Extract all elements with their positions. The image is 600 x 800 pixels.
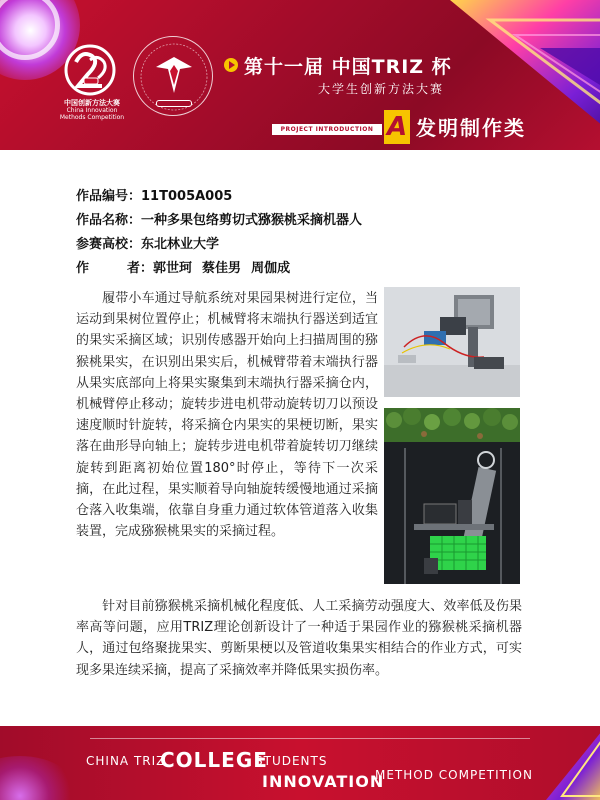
- footer-text-college: COLLEGE: [160, 748, 268, 772]
- event-subtitle: 大学生创新方法大赛: [318, 82, 445, 96]
- work-id-label: 作品编号：: [76, 189, 142, 204]
- work-info: [76, 185, 546, 281]
- description-paragraph-2: [76, 596, 522, 681]
- robot-arm-illustration: [384, 287, 520, 397]
- logo-text-en-1: China Innovation: [66, 107, 118, 114]
- author-name: 郭世珂: [153, 261, 193, 276]
- footer-text-method-competition: METHOD COMPETITION: [375, 768, 533, 782]
- authors-row: [76, 257, 546, 281]
- robot-test-illustration: [384, 408, 520, 584]
- cimc-logo-text: [56, 100, 128, 121]
- paragraph-2-text: 针对目前猕猴桃采摘机械化程度低、人工采摘劳动强度大、效率低及伤果率高等问题，应用TRIZ理论创新设计了一种适于果园作业的猕猴桃采摘机器人，通过包络聚拢果实、剪断果梗以及管道收集果实相结合的作业方式，可实现多果连续采摘，提高了采摘效率并降低果实损伤率。: [76, 599, 522, 678]
- footer-text-china-triz: CHINA TRIZ: [86, 754, 166, 768]
- author-label-2: 者：: [127, 261, 154, 276]
- work-id-value: 11T005A005: [141, 189, 233, 204]
- logo-text-en-2: Methods Competition: [59, 114, 125, 121]
- robot-prototype-photo: [384, 287, 520, 397]
- header-banner: [0, 0, 600, 150]
- play-icon: [224, 58, 238, 72]
- logo-text-cn: 中国创新方法大赛: [64, 99, 120, 107]
- author-name: 周伽成: [251, 261, 291, 276]
- event-title: 第十一届 中国TRIZ 杯: [244, 56, 452, 78]
- school-label: 参赛高校：: [76, 237, 142, 252]
- competition-emblem-icon: [133, 36, 213, 116]
- robot-orchard-photo: [384, 408, 520, 584]
- category-name: 发明制作类: [416, 116, 526, 140]
- school-row: [76, 233, 546, 257]
- author-label-1: 作: [76, 261, 90, 276]
- emblem-arrow-icon: [154, 55, 194, 95]
- description-paragraph-1: [76, 288, 378, 542]
- author-name: 蔡佳男: [202, 261, 242, 276]
- work-name-label: 作品名称：: [76, 213, 142, 228]
- footer-text-students: STUDENTS: [255, 754, 328, 768]
- decorative-triangle: [526, 726, 600, 800]
- paragraph-1-text: 履带小车通过导航系统对果园果树进行定位，当运动到果树位置停止；机械臂将末端执行器送到适宜的果实采摘区域；识别传感器开始向上扫描周围的猕猴桃果实，在识别出果实后，机械臂带着末端执行器从果实底部向上将果实聚集到末端执行器采摘仓内，机械臂停止移动；旋转步进电机带动旋转切刀以预设速度顺时针旋转，将采摘仓内果实的果梗切断，果实落在曲形导向轴上；旋转步进电机带着旋转切刀继续旋转到距离初始位置180°时停止，等待下一次采摘，在此过程，果实顺着导向轴旋转缓慢地通过采摘仓落入收集端，依靠自身重力通过软体管道落入收集装置，完成猕猴桃果实的采摘过程。: [76, 291, 378, 540]
- footer-text-innovation: INNOVATION: [262, 772, 385, 791]
- emblem-banner: [156, 100, 192, 107]
- section-label: PROJECT INTRODUCTION: [272, 124, 382, 135]
- footer-divider: [90, 738, 530, 739]
- footer-banner: [0, 726, 600, 800]
- category-letter: A: [384, 110, 410, 144]
- decorative-glow: [0, 756, 80, 800]
- work-name-value: 一种多果包络剪切式猕猴桃采摘机器人: [141, 213, 363, 228]
- school-value: 东北林业大学: [141, 237, 220, 252]
- work-id-row: [76, 185, 546, 209]
- work-name-row: [76, 209, 546, 233]
